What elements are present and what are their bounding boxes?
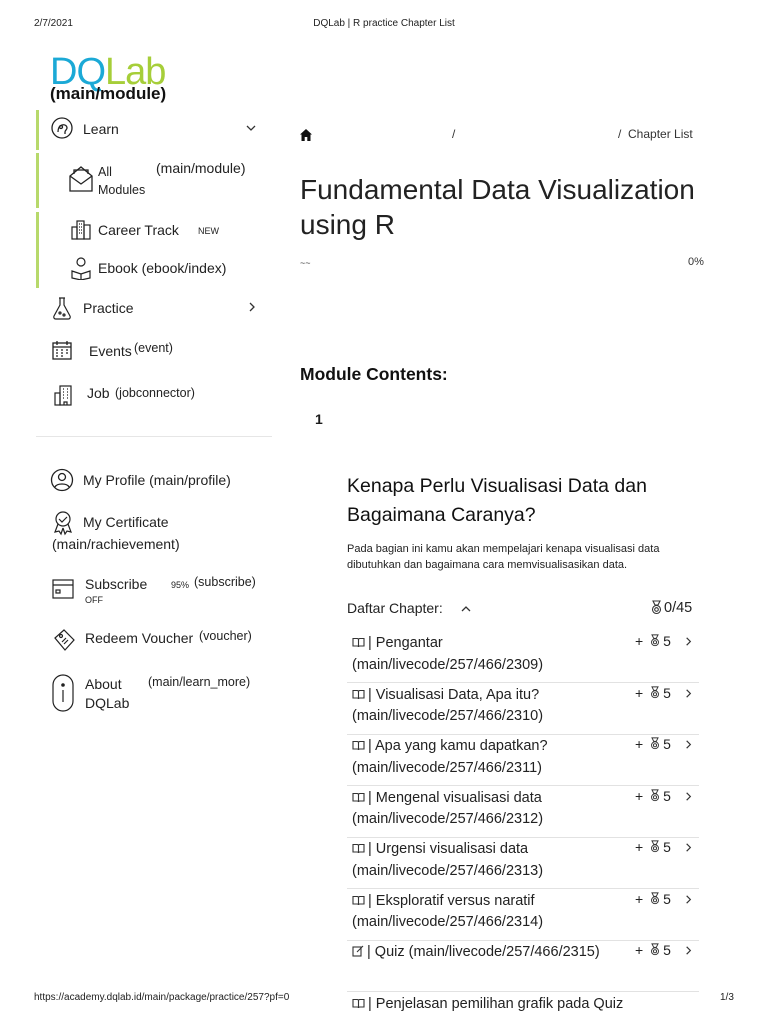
- chapter-points-display: [635, 736, 671, 753]
- module-card-description: Pada bagian ini kamu akan mempelajari kenapa visualisasi data dibutuhkan dan bagaimana cara memvisualisasikan data.: [347, 543, 660, 571]
- chevron-right-icon: [683, 686, 694, 704]
- edit-note-icon: [352, 943, 364, 964]
- ribbon-badge-icon: [52, 510, 74, 536]
- points-value: 5: [663, 736, 671, 752]
- chapter-row[interactable]: [347, 889, 699, 941]
- chapter-row[interactable]: [347, 837, 699, 889]
- office-building-icon: [52, 384, 74, 406]
- sidebar-item-my-profile[interactable]: My Profile (main/profile): [50, 468, 265, 494]
- daftar-chapter-toggle[interactable]: Daftar Chapter:: [347, 598, 479, 620]
- learn-active-accent: [36, 110, 39, 150]
- chapter-title: | Penjelasan pemilihan grafik pada Quiz: [352, 994, 632, 1016]
- sidebar-item-my-certificate[interactable]: My Certificate (main/rachievement): [50, 510, 265, 554]
- home-icon[interactable]: [300, 128, 312, 146]
- points-value: 5: [663, 839, 671, 855]
- plus-sign: +: [635, 787, 644, 804]
- breadcrumb-separator: /: [452, 127, 456, 141]
- chevron-right-icon: [683, 943, 694, 961]
- breadcrumb-current: Chapter List: [628, 127, 693, 141]
- calendar-icon: [52, 340, 72, 360]
- flask-icon: [50, 296, 74, 320]
- ticket-icon: [52, 628, 76, 652]
- user-circle-icon: [50, 468, 74, 492]
- open-book-icon: [352, 892, 365, 913]
- sidebar-item-subscribe[interactable]: Subscribe 95% (subscribe) OFF: [50, 572, 265, 606]
- points-value: 5: [663, 942, 671, 958]
- envelope-open-icon: [68, 164, 94, 194]
- medal-icon: [650, 789, 660, 805]
- chevron-right-icon: [683, 737, 694, 755]
- sidebar-item-all-modules[interactable]: All Modules (main/module): [68, 158, 268, 204]
- chevron-right-icon: [683, 789, 694, 807]
- chevron-down-icon: [245, 121, 257, 139]
- chevron-right-icon: [683, 840, 694, 858]
- subscribe-state: OFF: [85, 595, 103, 605]
- plus-sign: +: [635, 684, 644, 701]
- chapter-points-display: [635, 685, 671, 702]
- brain-head-icon: [50, 116, 74, 140]
- print-url: https://academy.dqlab.id/main/package/practice/257?pf=0: [34, 992, 290, 1003]
- module-card-title: Kenapa Perlu Visualisasi Data dan Bagaimana Caranya?: [347, 475, 647, 526]
- sidebar-item-ebook[interactable]: Ebook (ebook/index): [70, 256, 270, 282]
- chevron-right-icon: [683, 892, 694, 910]
- all-modules-path: (main/module): [156, 160, 246, 176]
- open-book-icon: [352, 686, 365, 707]
- chevron-right-icon: [683, 634, 694, 652]
- medal-icon: [650, 892, 660, 908]
- info-icon: [52, 674, 74, 712]
- medal-icon: [650, 686, 660, 702]
- chapter-points-display: [635, 942, 671, 959]
- course-title: Fundamental Data Visualization using R: [300, 174, 695, 240]
- medal-icon: [650, 943, 660, 959]
- sidebar-item-learn[interactable]: [50, 116, 265, 144]
- chevron-up-icon: [460, 602, 472, 620]
- print-title: DQLab | R practice Chapter List: [313, 18, 455, 29]
- sidebar-item-redeem-voucher[interactable]: Redeem Voucher (voucher): [50, 626, 265, 654]
- module-number: 1: [315, 411, 323, 427]
- points-value: 5: [663, 787, 671, 804]
- open-book-icon: [352, 995, 365, 1016]
- open-book-icon: [352, 789, 365, 810]
- plus-sign: +: [635, 839, 644, 855]
- open-book-icon: [352, 840, 365, 861]
- print-page-number: 1/3: [720, 992, 734, 1003]
- open-book-icon: [352, 634, 365, 655]
- chapter-title: | Mengenal visualisasi data (main/livecode/257/466/2312): [352, 789, 544, 827]
- chevron-right-icon: [246, 300, 258, 318]
- chapter-points-display: [635, 839, 671, 856]
- chapter-row[interactable]: [347, 683, 699, 735]
- plus-sign: +: [635, 890, 644, 907]
- chapter-row[interactable]: [347, 631, 699, 683]
- sidebar-divider: [36, 436, 272, 437]
- logo-link-path: (main/module): [50, 84, 167, 103]
- chapter-row[interactable]: [347, 786, 699, 838]
- points-value: 5: [663, 633, 671, 649]
- sidebar-item-practice[interactable]: Practice: [50, 296, 265, 322]
- medal-icon: [651, 600, 662, 620]
- person-reading-icon: [70, 256, 92, 280]
- chapter-title: | Pengantar (main/livecode/257/466/2309): [352, 635, 544, 673]
- chapter-row[interactable]: [347, 734, 699, 786]
- chapter-title: | Quiz (main/livecode/257/466/2315): [352, 942, 632, 964]
- chapter-title: | Eksploratif versus naratif (main/livecode/257/466/2314): [352, 892, 544, 930]
- chapter-score: 0/45: [664, 600, 693, 616]
- sidebar-item-label: Learn: [83, 121, 119, 137]
- plus-sign: +: [635, 942, 644, 958]
- chapter-row[interactable]: [347, 940, 699, 992]
- chapter-title: | Urgensi visualisasi data (main/livecode/257/466/2313): [352, 841, 544, 879]
- print-date: 2/7/2021: [34, 18, 73, 29]
- sidebar-item-career-track[interactable]: Career Track NEW: [70, 218, 270, 244]
- points-value: 5: [663, 684, 671, 701]
- chapter-points-display: [635, 633, 671, 650]
- new-badge: NEW: [198, 226, 219, 236]
- open-book-icon: [352, 737, 365, 758]
- course-tagline: ~~: [300, 258, 311, 268]
- plus-sign: +: [635, 633, 644, 649]
- sidebar-item-job[interactable]: Job (jobconnector): [50, 382, 265, 408]
- medal-icon: [650, 634, 660, 650]
- sidebar-item-events[interactable]: Events (event): [50, 338, 265, 364]
- breadcrumb-separator: /: [618, 127, 622, 141]
- plus-sign: +: [635, 736, 644, 752]
- city-buildings-icon: [70, 218, 92, 240]
- dqlab-logo[interactable]: DQLab: [50, 51, 166, 93]
- progress-percent: 0%: [688, 256, 704, 268]
- chapter-row[interactable]: [347, 992, 699, 1024]
- chapter-title: | Apa yang kamu dapatkan? (main/livecode/257/466/2311): [352, 738, 548, 776]
- credit-card-icon: [52, 578, 74, 600]
- submenu-accent: [36, 212, 39, 288]
- medal-icon: [650, 840, 660, 856]
- medal-icon: [650, 737, 660, 753]
- chapter-points-display: [635, 891, 671, 908]
- module-contents-heading: Module Contents:: [300, 364, 448, 384]
- chapter-points-display: [635, 788, 671, 805]
- points-value: 5: [663, 890, 671, 907]
- sidebar-item-about[interactable]: About DQLab (main/learn_more): [50, 672, 265, 716]
- chapter-title: | Visualisasi Data, Apa itu? (main/livecode/257/466/2310): [352, 686, 544, 724]
- all-modules-accent: [36, 153, 39, 208]
